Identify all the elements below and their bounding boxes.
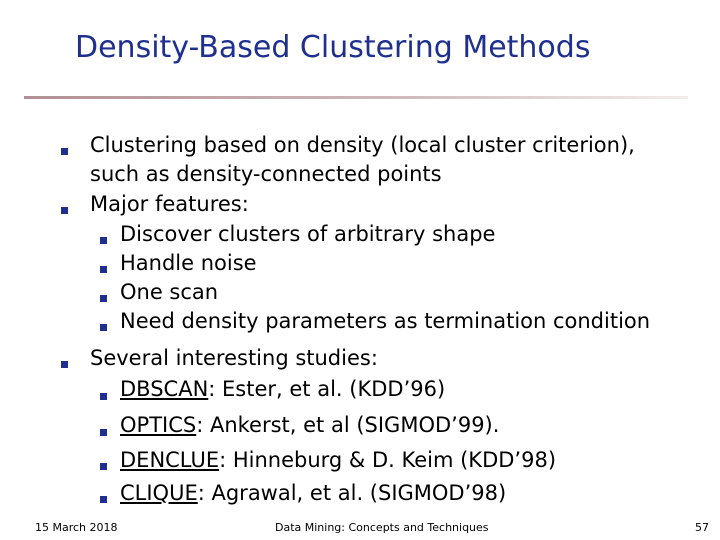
sub-bullet-marker	[100, 324, 107, 331]
study-citation: : Ester, et al. (KDD’96)	[208, 377, 446, 401]
bullet-text-continued: such as density-connected points	[90, 162, 442, 186]
bullet-marker	[61, 207, 68, 214]
sub-bullet-marker	[100, 237, 107, 244]
bullet-text: Several interesting studies:	[90, 346, 378, 370]
sub-bullet-marker	[100, 266, 107, 273]
sub-bullet-text: Handle noise	[120, 251, 257, 275]
page-number: 57	[695, 521, 709, 534]
sub-bullet-marker	[100, 295, 107, 302]
footer-date: 15 March 2018	[35, 521, 118, 534]
bullet-marker	[61, 148, 68, 155]
bullet-text: Clustering based on density (local cluster criterion),	[90, 133, 635, 157]
study-item	[120, 446, 556, 475]
study-citation: : Hinneburg & D. Keim (KDD’98)	[219, 448, 557, 472]
slide-title: Density-Based Clustering Methods	[75, 30, 591, 65]
sub-bullet-text: One scan	[120, 280, 219, 304]
study-citation: : Ankerst, et al (SIGMOD’99).	[196, 413, 500, 437]
study-link-clique[interactable]: CLIQUE	[120, 481, 198, 505]
sub-bullet-marker	[100, 429, 107, 436]
sub-bullet-marker	[100, 496, 107, 503]
study-citation: : Agrawal, et al. (SIGMOD’98)	[197, 481, 507, 505]
study-link-optics[interactable]: OPTICS	[120, 413, 197, 437]
bullet-text: Major features:	[90, 192, 249, 216]
study-link-dbscan[interactable]: DBSCAN	[120, 377, 209, 401]
study-item	[120, 479, 506, 508]
sub-bullet-text: Discover clusters of arbitrary shape	[120, 222, 496, 246]
sub-bullet-marker	[100, 463, 107, 470]
footer-course-title: Data Mining: Concepts and Techniques	[275, 521, 489, 534]
sub-bullet-text: Need density parameters as termination condition	[120, 309, 651, 333]
study-link-denclue[interactable]: DENCLUE	[120, 448, 220, 472]
study-item	[120, 375, 445, 404]
sub-bullet-marker	[100, 393, 107, 400]
bullet-marker	[61, 361, 68, 368]
title-divider	[24, 96, 688, 99]
study-item	[120, 411, 499, 440]
